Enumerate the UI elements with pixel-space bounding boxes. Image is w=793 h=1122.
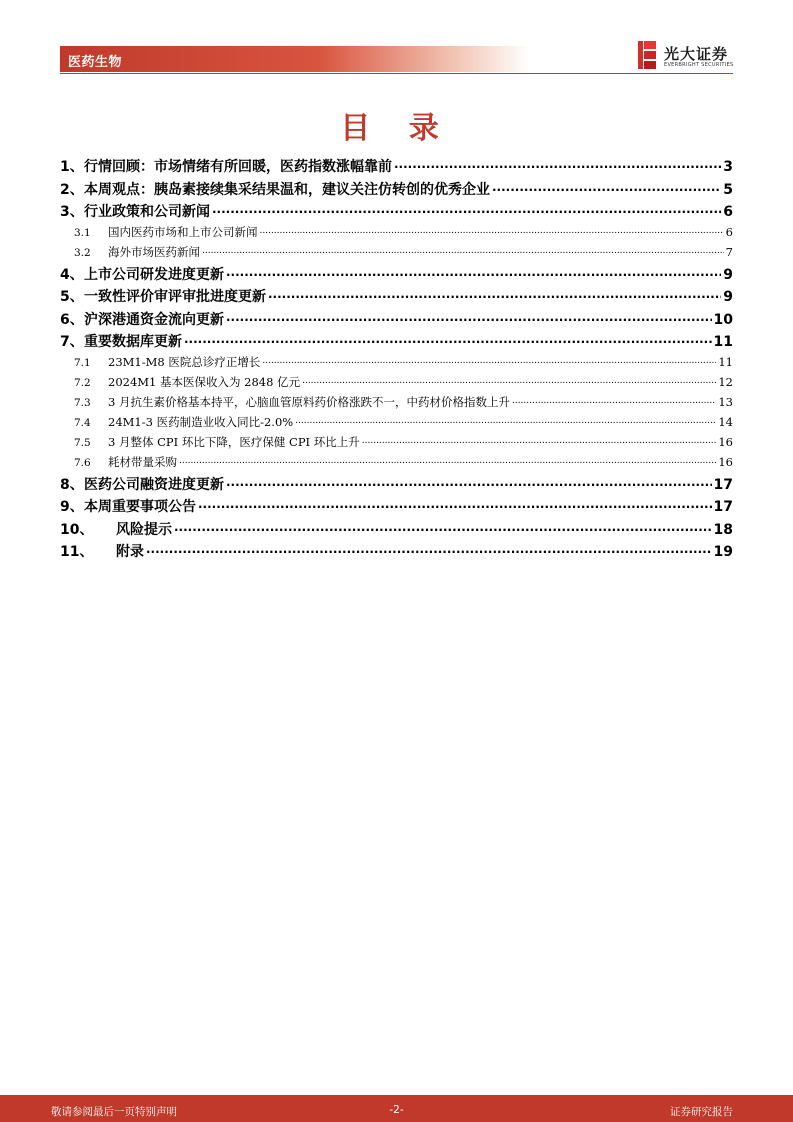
toc-entry-page: 3: [723, 159, 733, 175]
toc-entry-page: 6: [723, 204, 733, 220]
toc-entry-number: 7.5: [74, 436, 91, 449]
toc-entry-number: 7.1: [74, 356, 91, 369]
toc-entry[interactable]: [60, 264, 733, 287]
toc-subentry[interactable]: [60, 224, 733, 244]
toc-entry-number: 7.4: [74, 416, 91, 429]
toc-entry[interactable]: [60, 309, 733, 332]
toc-entry[interactable]: [60, 331, 733, 354]
toc-entry-page: 13: [718, 394, 733, 409]
toc-entry-title: 上市公司研发进度更新: [84, 266, 224, 283]
toc-entry[interactable]: [60, 179, 733, 202]
toc-dot-leader: [198, 497, 712, 511]
toc-dot-leader: [179, 454, 716, 466]
toc-entry-title: 本周重要事项公告: [84, 499, 196, 515]
toc-entry-number: 7、: [60, 334, 84, 350]
toc-entry-title: 附录: [116, 544, 144, 560]
toc-subentry[interactable]: [60, 454, 733, 474]
toc-entry-page: 9: [723, 289, 733, 305]
toc-dot-leader: [202, 244, 724, 256]
toc-entry-title: 沪深港通资金流向更新: [84, 311, 224, 328]
toc-entry-number: 9、: [60, 499, 84, 515]
page-title: 目 录: [340, 111, 453, 146]
toc-dot-leader: [184, 332, 712, 346]
toc-entry-title: 行情回顾：市场情绪有所回暖，医药指数涨幅靠前: [84, 159, 392, 175]
toc-entry[interactable]: [60, 156, 733, 179]
toc-subentry[interactable]: [60, 374, 733, 394]
toc-dot-leader: [262, 354, 716, 366]
toc-entry-page: 11: [718, 354, 733, 369]
toc-entry-page: 5: [723, 181, 733, 198]
toc-entry-title: 国内医药市场和上市公司新闻: [108, 224, 258, 239]
footer-doc-type: 证券研究报告: [670, 1106, 733, 1118]
toc-entry-title: 行业政策和公司新闻: [84, 204, 210, 220]
brand-name-en: EVERBRIGHT SECURITIES: [664, 62, 734, 68]
footer-disclaimer: 敬请参阅最后一页特别声明: [51, 1106, 177, 1118]
header-band: [60, 46, 530, 72]
toc-entry-title: 海外市场医药新闻: [108, 244, 200, 259]
section-label: 医药生物: [68, 55, 123, 70]
toc-dot-leader: [174, 520, 712, 534]
toc-entry-page: 11: [713, 334, 733, 350]
toc-entry-page: 14: [718, 414, 733, 429]
toc-entry-title: 医药公司融资进度更新: [84, 476, 224, 493]
toc-entry-number: 7.2: [74, 376, 91, 389]
toc-entry[interactable]: [60, 541, 733, 564]
toc-entry-number: 5、: [60, 289, 84, 305]
toc-entry-number: 7.6: [74, 456, 91, 469]
toc-entry-page: 16: [718, 434, 733, 449]
toc-entry-number: 6、: [60, 311, 84, 328]
toc-entry-page: 12: [718, 374, 733, 389]
toc-entry-title: 3 月整体 CPI 环比下降，医疗保健 CPI 环比上升: [108, 434, 360, 449]
toc-entry-page: 16: [718, 454, 733, 469]
toc-dot-leader: [512, 394, 716, 406]
toc-entry-title: 24M1-3 医药制造业收入同比-2.0%: [108, 414, 294, 429]
toc-entry-title: 3 月抗生素价格基本持平，心脑血管原料药价格涨跌不一，中药材价格指数上升: [108, 394, 510, 409]
toc-dot-leader: [226, 310, 712, 324]
table-of-contents: [60, 156, 733, 564]
toc-subentry[interactable]: [60, 354, 733, 374]
toc-entry-number: 10、: [60, 521, 94, 538]
everbright-logo-icon: [636, 40, 660, 70]
toc-entry-page: 17: [713, 476, 733, 493]
toc-entry-title: 2024M1 基本医保收入为 2848 亿元: [108, 374, 301, 389]
toc-entry-page: 19: [713, 544, 733, 560]
toc-dot-leader: [295, 414, 716, 426]
toc-entry-number: 3.2: [74, 246, 91, 259]
toc-entry-title: 耗材带量采购: [108, 454, 177, 469]
toc-dot-leader: [260, 224, 724, 236]
toc-dot-leader: [212, 202, 721, 216]
toc-dot-leader: [268, 287, 721, 301]
toc-entry[interactable]: [60, 286, 733, 309]
brand-logo: [636, 40, 736, 72]
toc-entry-title: 风险提示: [116, 521, 172, 538]
toc-entry-number: 1、: [60, 159, 84, 175]
toc-entry-page: 7: [725, 244, 733, 259]
toc-subentry[interactable]: [60, 394, 733, 414]
toc-subentry[interactable]: [60, 414, 733, 434]
toc-entry-number: 3.1: [74, 226, 91, 239]
toc-dot-leader: [492, 180, 721, 194]
toc-dot-leader: [302, 374, 716, 386]
toc-entry-title: 重要数据库更新: [84, 334, 182, 350]
toc-dot-leader: [226, 265, 721, 279]
toc-entry-page: 18: [713, 521, 733, 538]
toc-entry-number: 8、: [60, 476, 84, 493]
toc-entry[interactable]: [60, 474, 733, 497]
toc-dot-leader: [362, 434, 717, 446]
toc-entry-number: 4、: [60, 266, 84, 283]
toc-entry-number: 7.3: [74, 396, 91, 409]
toc-entry-number: 11、: [60, 544, 94, 560]
footer-page-number: -2-: [389, 1104, 404, 1116]
toc-subentry[interactable]: [60, 434, 733, 454]
toc-entry-title: 23M1-M8 医院总诊疗正增长: [108, 354, 261, 369]
header-divider: [60, 73, 733, 74]
toc-dot-leader: [226, 475, 712, 489]
toc-entry-page: 10: [713, 311, 733, 328]
toc-entry-number: 2、: [60, 181, 84, 198]
toc-entry-page: 6: [725, 224, 733, 239]
toc-entry-title: 本周观点：胰岛素接续集采结果温和，建议关注仿转创的优秀企业: [84, 181, 490, 198]
toc-entry-page: 17: [713, 499, 733, 515]
toc-entry-number: 3、: [60, 204, 84, 220]
toc-entry[interactable]: [60, 519, 733, 542]
toc-dot-leader: [146, 542, 712, 556]
brand-name-cn: 光大证券: [664, 45, 729, 63]
toc-entry-title: 一致性评价审评审批进度更新: [84, 289, 266, 305]
toc-entry[interactable]: [60, 496, 733, 519]
toc-entry[interactable]: [60, 201, 733, 224]
toc-dot-leader: [394, 157, 721, 171]
toc-entry-page: 9: [723, 266, 733, 283]
toc-subentry[interactable]: [60, 244, 733, 264]
